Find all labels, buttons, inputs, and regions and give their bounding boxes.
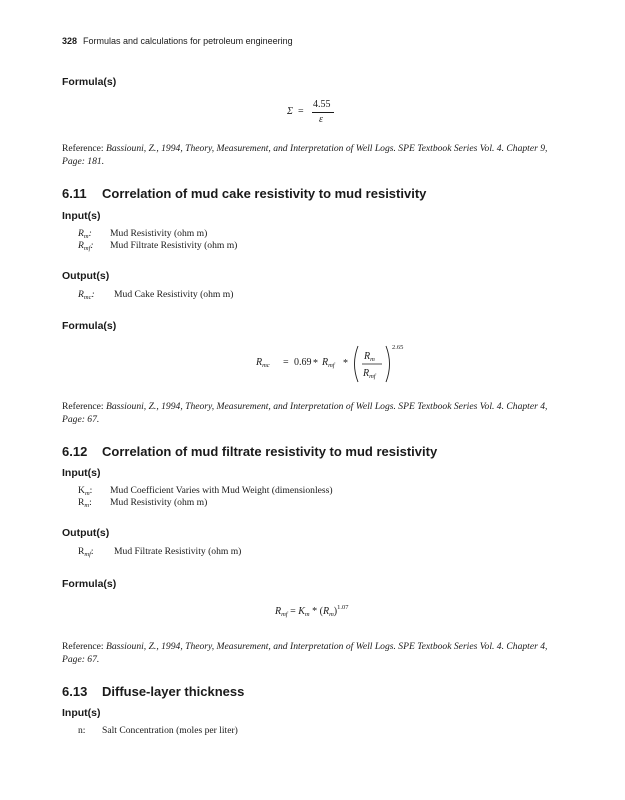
filtrate-formula: $R_{mf} = K_m * (R_m)^{1.07}$: [275, 604, 349, 618]
section-heading: [62, 186, 426, 201]
section-title: Diffuse-layer thickness: [102, 684, 245, 699]
multiply-sign: *: [313, 358, 318, 369]
input-item: n: Salt Concentration (moles per liter): [78, 725, 238, 736]
coefficient: 0.69: [294, 357, 312, 368]
right-paren: [386, 346, 390, 382]
input-heading: Input(s): [62, 707, 101, 719]
input-item: $R_{mf}$: Mud Filtrate Resistivity (ohm m): [78, 240, 238, 252]
running-head: [62, 36, 293, 46]
section-title: Correlation of mud filtrate resistivity to mud resistivity: [102, 444, 438, 459]
denominator: ε: [319, 114, 323, 125]
formula-heading: Formula(s): [62, 320, 117, 332]
output-heading: Output(s): [62, 527, 110, 539]
section-number: 6.13: [62, 684, 88, 699]
equals-sign: =: [290, 606, 296, 617]
left-paren: [355, 346, 359, 382]
input-item: $K_m$: Mud Coefficient Varies with Mud Weight (dimensionless): [78, 485, 333, 497]
section-number: 6.12: [62, 444, 88, 459]
reference-text: Bassiouni, Z., 1994, Theory, Measurement, and Interpretation of Well Logs. SPE Textbook Series Vol. 4. Chapter 9, Page: 181.: [62, 143, 548, 167]
page-number: 328: [62, 36, 78, 46]
book-title: Formulas and calculations for petroleum engineering: [83, 36, 293, 46]
input-description: Salt Concentration (moles per liter): [102, 725, 238, 736]
section-heading: [62, 684, 244, 699]
input-description: Mud Coefficient Varies with Mud Weight (dimensionless): [110, 485, 333, 496]
input-description: Mud Resistivity (ohm m): [110, 497, 208, 508]
equals-sign: =: [283, 357, 289, 368]
input-heading: Input(s): [62, 467, 101, 479]
section-heading: [62, 444, 437, 459]
input-description: Mud Filtrate Resistivity (ohm m): [110, 240, 238, 251]
equals-sign: =: [298, 106, 304, 117]
reference: Reference: Bassiouni, Z., 1994, Theory, Measurement, and Interpretation of Well Logs. SPE Textbook Series Vol. 4. Chapter 4, Page: 67.: [62, 641, 548, 665]
output-description: Mud Cake Resistivity (ohm m): [114, 289, 234, 300]
input-item: $R_m$: Mud Resistivity (ohm m): [78, 228, 208, 240]
formula-heading: Formula(s): [62, 578, 117, 590]
sigma-symbol: Σ: [287, 106, 293, 117]
output-item: $R_{mf}$: Mud Filtrate Resistivity (ohm m): [78, 546, 242, 558]
fraction-bar: [312, 112, 334, 113]
reference: Reference: Bassiouni, Z., 1994, Theory, Measurement, and Interpretation of Well Logs. SPE Textbook Series Vol. 4. Chapter 4, Page: 67.: [62, 401, 548, 425]
output-item: $R_{mc}$: Mud Cake Resistivity (ohm m): [78, 289, 234, 301]
numerator: 4.55: [313, 99, 331, 110]
input-description: Mud Resistivity (ohm m): [110, 228, 208, 239]
multiply-sign: *: [312, 606, 318, 617]
multiply-sign: *: [343, 358, 348, 369]
output-heading: Output(s): [62, 270, 110, 282]
exponent: 2.65: [392, 344, 404, 351]
section-title: Correlation of mud cake resistivity to mud resistivity: [102, 186, 427, 201]
section-number: 6.11: [62, 186, 87, 201]
exponent: 1.07: [337, 604, 349, 611]
output-description: Mud Filtrate Resistivity (ohm m): [114, 546, 242, 557]
reference-prefix: Reference:: [62, 143, 106, 154]
input-item: $R_m$: Mud Resistivity (ohm m): [78, 497, 208, 509]
reference: [62, 142, 564, 168]
formula-heading: Formula(s): [62, 76, 117, 88]
input-heading: Input(s): [62, 210, 101, 222]
